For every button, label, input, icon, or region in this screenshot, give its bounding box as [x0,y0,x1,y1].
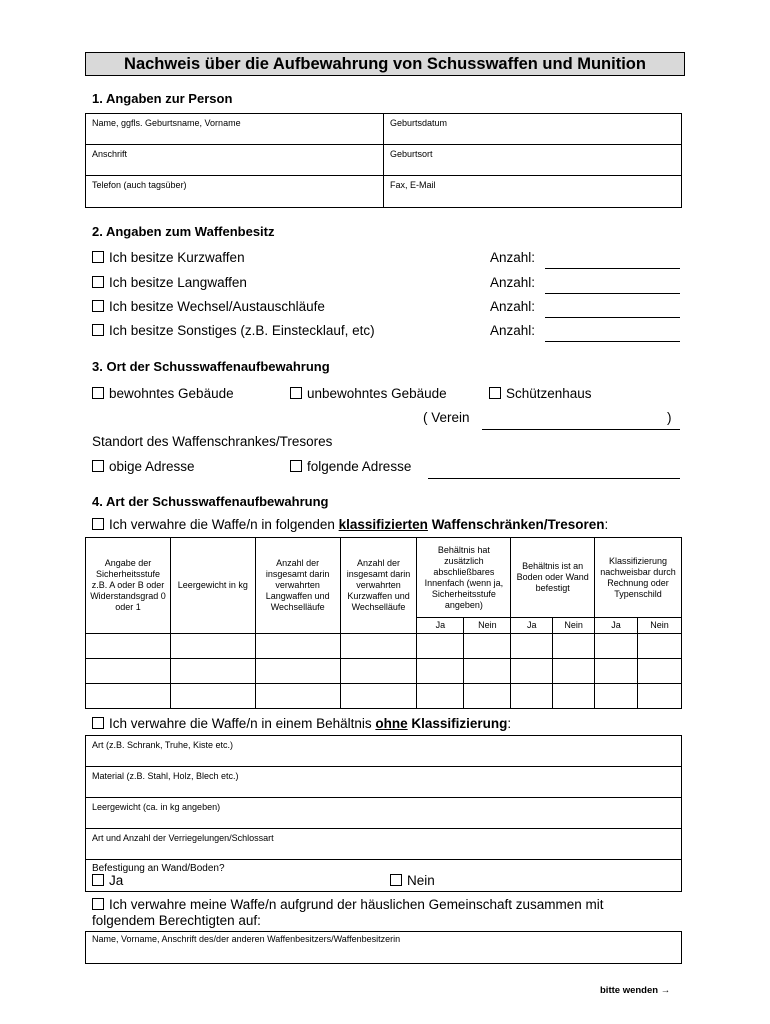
possession-wechsellaeufe[interactable] [92,299,325,314]
table-cell[interactable] [86,634,171,659]
classified-bold: Waffenschränken/Tresoren [427,517,605,532]
field-label: Material (z.B. Stahl, Holz, Blech etc.) [92,771,239,781]
turn-over-note: bitte wenden → [600,985,671,996]
name-label: Name, ggfls. Geburtsname, Vorname [92,118,241,128]
unclassified-text: Ich verwahre die Waffe/n in einem Behältnis [109,716,376,731]
classified-text: Ich verwahre die Waffe/n in folgenden [109,517,339,532]
phone-field[interactable] [86,176,384,208]
classified-table [85,537,682,709]
table-cell[interactable] [340,684,417,709]
possession-label: Ich besitze Sonstiges (z.B. Einstecklauf, etc) [109,323,375,338]
option-label: Nein [407,873,435,888]
checkbox[interactable] [489,387,501,399]
col-header-kurzwaffen: Anzahl der insgesamt darin verwahrten Kurzwaffen und Wechselläufe [340,538,417,634]
community-text-2: folgendem Berechtigten auf: [92,913,261,928]
community-option[interactable] [92,897,604,929]
table-cell[interactable] [511,659,553,684]
sub-header-ja: Ja [511,618,553,634]
table-cell[interactable] [417,684,464,709]
sub-header-nein: Nein [553,618,595,634]
table-cell[interactable] [255,684,340,709]
field-label: Art und Anzahl der Verriegelungen/Schlossart [92,833,274,843]
table-cell[interactable] [595,634,638,659]
checkbox[interactable] [390,874,402,886]
table-cell[interactable] [170,684,255,709]
unclassified-option[interactable] [92,716,511,731]
page-title: Nachweis über die Aufbewahrung von Schusswaffen und Munition [85,52,685,76]
person-table [85,113,682,208]
table-cell[interactable] [637,684,681,709]
standort-label: Standort des Waffenschrankes/Tresores [92,434,333,449]
befestigung-nein[interactable] [390,873,435,888]
sub-header-nein: Nein [464,618,511,634]
option-bewohnt[interactable] [92,386,234,401]
classified-colon: : [604,517,609,532]
unclassified-bold: Klassifizierung [407,716,508,731]
sub-header-ja: Ja [417,618,464,634]
count-input-sonstiges[interactable] [545,341,680,342]
checkbox[interactable] [92,460,104,472]
possession-label: Ich besitze Kurzwaffen [109,250,245,265]
section1-heading: 1. Angaben zur Person [92,91,233,106]
table-cell[interactable] [170,634,255,659]
checkbox[interactable] [92,276,104,288]
section4-heading: 4. Art der Schusswaffenaufbewahrung [92,494,329,509]
verriegelung-field[interactable] [86,829,681,860]
count-label: Anzahl: [490,323,536,338]
col-header-innenfach: Behältnis hat zusätzlich abschließbares Innenfach (wenn ja, Sicherheitsstufe angeben) [417,538,511,618]
checkbox[interactable] [92,300,104,312]
option-label: Schützenhaus [506,386,592,401]
field-label: Art (z.B. Schrank, Truhe, Kiste etc.) [92,740,234,750]
checkbox[interactable] [290,387,302,399]
phone-label: Telefon (auch tagsüber) [92,180,187,190]
befestigung-ja[interactable] [92,873,123,888]
befestigung-label: Befestigung an Wand/Boden? [92,863,225,874]
table-cell[interactable] [417,659,464,684]
unclassified-colon: : [507,716,512,731]
possession-kurzwaffen[interactable] [92,250,245,265]
section3-heading: 3. Ort der Schusswaffenaufbewahrung [92,359,330,374]
col-header-befestigt: Behältnis ist an Boden oder Wand befestigt [511,538,595,618]
table-cell[interactable] [511,684,553,709]
unclassified-underlined: ohne [375,716,408,731]
table-cell[interactable] [255,659,340,684]
possession-langwaffen[interactable] [92,275,247,290]
table-cell[interactable] [340,634,417,659]
folgende-adresse-input[interactable] [428,478,680,479]
table-cell[interactable] [595,659,638,684]
option-label: unbewohntes Gebäude [307,386,447,401]
standort-obige[interactable] [92,459,195,474]
table-cell[interactable] [170,659,255,684]
checkbox[interactable] [290,460,302,472]
section2-heading: 2. Angaben zum Waffenbesitz [92,224,275,239]
option-label: bewohntes Gebäude [109,386,234,401]
table-cell[interactable] [255,634,340,659]
leergewicht-field[interactable] [86,798,681,829]
unclassified-box [85,735,682,892]
table-cell[interactable] [86,684,171,709]
checkbox[interactable] [92,717,104,729]
table-cell[interactable] [637,659,681,684]
birthplace-field[interactable] [384,145,682,176]
checkbox[interactable] [92,251,104,263]
birthplace-label: Geburtsort [390,149,433,159]
checkbox[interactable] [92,518,104,530]
table-cell[interactable] [553,659,595,684]
field-label: Leergewicht (ca. in kg angeben) [92,802,221,812]
table-cell[interactable] [417,634,464,659]
classified-underlined: klassifizierten [338,517,428,532]
table-row [86,684,682,709]
count-label: Anzahl: [490,250,536,265]
table-row [86,659,682,684]
befestigung-field [86,860,681,892]
address-label: Anschrift [92,149,128,159]
table-cell[interactable] [595,684,638,709]
material-field[interactable] [86,767,681,798]
table-cell[interactable] [464,634,511,659]
count-input-wechsellaeufe[interactable] [545,317,680,318]
option-unbewohnt[interactable] [290,386,447,401]
count-label: Anzahl: [490,275,536,290]
count-input-langwaffen[interactable] [545,293,680,294]
table-cell[interactable] [86,659,171,684]
table-cell[interactable] [340,659,417,684]
fax-label: Fax, E-Mail [390,180,436,190]
table-cell[interactable] [553,684,595,709]
col-header-klassifizierung: Klassifizierung nachweisbar durch Rechnung oder Typenschild [595,538,682,618]
count-input-kurzwaffen[interactable] [545,268,680,269]
option-label: folgende Adresse [307,459,412,474]
table-cell[interactable] [464,659,511,684]
table-cell[interactable] [511,634,553,659]
community-field[interactable] [85,931,682,964]
option-schuetzenhaus[interactable] [489,386,592,401]
checkbox[interactable] [92,387,104,399]
option-label: obige Adresse [109,459,195,474]
checkbox[interactable] [92,324,104,336]
standort-folgende[interactable] [290,459,411,474]
option-label: Ja [109,873,124,888]
col-header-leergewicht: Leergewicht in kg [170,538,255,634]
verein-label: ( Verein [423,410,470,425]
address-field[interactable] [86,145,384,176]
sub-header-nein: Nein [637,618,681,634]
sub-header-ja: Ja [595,618,638,634]
birthdate-label: Geburtsdatum [390,118,448,128]
possession-label: Ich besitze Langwaffen [109,275,247,290]
fax-field[interactable] [384,176,682,208]
table-cell[interactable] [464,684,511,709]
art-field[interactable] [86,736,681,767]
possession-label: Ich besitze Wechsel/Austauschläufe [109,299,325,314]
verein-input[interactable] [482,429,680,430]
table-row [86,634,682,659]
birthdate-field[interactable] [384,114,682,145]
count-label: Anzahl: [490,299,536,314]
field-label: Name, Vorname, Anschrift des/der anderen Waffenbesitzers/Waffenbesitzerin [92,934,401,944]
name-field[interactable] [86,114,384,145]
checkbox[interactable] [92,874,104,886]
checkbox[interactable] [92,898,104,910]
col-header-langwaffen: Anzahl der insgesamt darin verwahrten Langwaffen und Wechselläufe [255,538,340,634]
classified-option[interactable] [92,517,608,532]
community-text: Ich verwahre meine Waffe/n aufgrund der häuslichen Gemeinschaft zusammen mit [109,897,604,912]
verein-close: ) [667,410,672,425]
possession-sonstiges[interactable] [92,323,375,338]
table-cell[interactable] [637,634,681,659]
table-cell[interactable] [553,634,595,659]
col-header-sicherheitsstufe: Angabe der Sicherheitsstufe z.B. A oder B oder Widerstandsgrad 0 oder 1 [86,538,171,634]
